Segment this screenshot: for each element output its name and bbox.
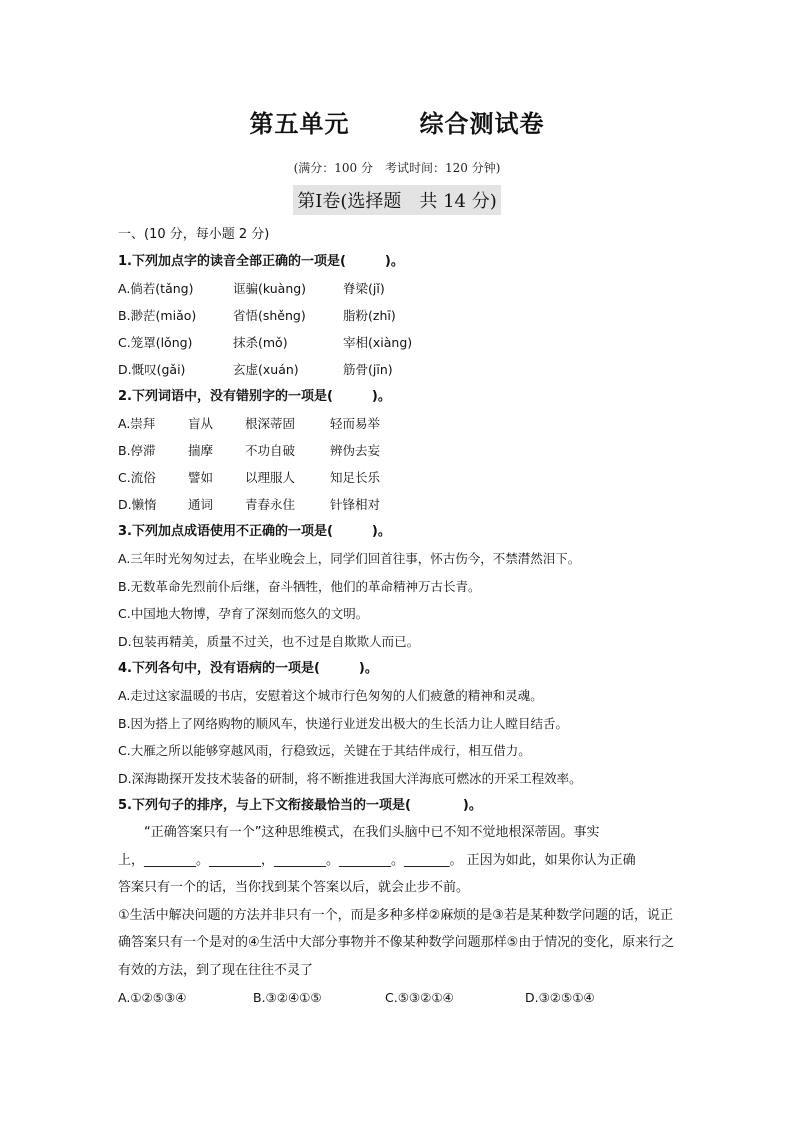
option-cell: 盲从 bbox=[188, 416, 214, 431]
option-cell: 诓骗(kuàng) bbox=[233, 281, 307, 296]
option-cell: A.崇拜 bbox=[118, 416, 156, 431]
question-5-passage-line-3: 答案只有一个的话，当你找到某个答案以后，就会止步不前。 bbox=[118, 880, 470, 895]
option-cell: D.懒惰 bbox=[118, 497, 157, 512]
option-cell: C.笼罩(lǒng) bbox=[118, 335, 193, 350]
option-cell: D.慨叹(gǎi) bbox=[118, 362, 186, 377]
question-3-option-d: D.包装再精美，质量不过关，也不过是自欺欺人而已。 bbox=[118, 633, 420, 649]
question-2-option-a bbox=[118, 410, 678, 437]
exam-meta: (满分：100 分 考试时间：120 分钟) bbox=[293, 161, 501, 175]
question-2-stem: 2.下列词语中，没有错别字的一项是( )。 bbox=[118, 389, 391, 404]
option-cell: 筋骨(jīn) bbox=[343, 362, 393, 377]
question-3-option-b: B.无数革命先烈前仆后继，奋斗牺牲，他们的革命精神万古长青。 bbox=[118, 578, 481, 594]
question-2-option-c bbox=[118, 464, 678, 491]
question-1-option-c bbox=[118, 329, 678, 356]
question-5-stem: 5.下列句子的排序，与上下文衔接最恰当的一项是( )。 bbox=[118, 798, 482, 813]
question-1-stem: 1.下列加点字的读音全部正确的一项是( )。 bbox=[118, 254, 404, 269]
question-5-passage-line-2: 上，________。________，________。________。_______。 正因为如此，如果你认为正确 bbox=[118, 852, 636, 868]
option-cell: C.流俗 bbox=[118, 470, 156, 485]
question-5-passage-line-1: “正确答案只有一个”这种思维模式，在我们头脑中已不知不觉地根深蒂固。事实 bbox=[144, 825, 600, 840]
question-2-option-d bbox=[118, 491, 678, 518]
option-cell: 根深蒂固 bbox=[245, 416, 296, 431]
question-5-option-a: A.①②⑤③④ bbox=[118, 990, 187, 1005]
option-cell: 玄虚(xuán) bbox=[233, 362, 299, 377]
section-label: 第Ⅰ卷(选择题 共 14 分) bbox=[293, 185, 501, 215]
option-cell: B.停滞 bbox=[118, 443, 156, 458]
question-1-option-d bbox=[118, 356, 678, 383]
question-5-answers bbox=[118, 984, 678, 1011]
option-cell: 辨伪去妄 bbox=[330, 443, 381, 458]
question-4-stem: 4.下列各句中，没有语病的一项是( )。 bbox=[118, 661, 378, 676]
option-cell: 轻而易举 bbox=[330, 416, 381, 431]
question-3-stem: 3.下列加点成语使用不正确的一项是( )。 bbox=[118, 524, 391, 539]
part-heading: 一、(10 分，每小题 2 分) bbox=[118, 227, 270, 242]
question-1-option-a bbox=[118, 275, 678, 302]
question-5-sentences: ①生活中解决问题的方法并非只有一个，而是多种多样②麻烦的是③若是某种数学问题的话，说正确答案只有一个是对的④生活中大部分事物并不像某种数学问题那样⑤由于情况的变化，原来行之有效的方法，到了现在往往不灵了 bbox=[118, 907, 675, 978]
option-cell: 脂粉(zhī) bbox=[343, 308, 396, 323]
question-1-option-b bbox=[118, 302, 678, 329]
question-4-option-c: C.大雁之所以能够穿越风雨，行稳致远，关键在于其结伴成行，相互借力。 bbox=[118, 743, 531, 758]
title-test: 综合测试卷 bbox=[419, 110, 545, 138]
option-cell: A.倘若(tǎng) bbox=[118, 281, 194, 296]
option-cell: B.渺茫(miǎo) bbox=[118, 308, 197, 323]
question-4-option-b: B.因为搭上了网络购物的顺风车，快递行业迸发出极大的生长活力让人瞠目结舌。 bbox=[118, 715, 569, 731]
question-5-option-c: C.⑤③②①④ bbox=[385, 990, 454, 1005]
question-3-option-c: C.中国地大物博，孕育了深刻而悠久的文明。 bbox=[118, 606, 369, 621]
option-cell: 针锋相对 bbox=[330, 497, 381, 512]
option-cell: 宰相(xiàng) bbox=[343, 335, 413, 350]
question-4-option-a: A.走过这家温暖的书店，安慰着这个城市行色匆匆的人们疲惫的精神和灵魂。 bbox=[118, 688, 543, 703]
questions bbox=[118, 224, 678, 1011]
page-title bbox=[0, 104, 794, 139]
title-unit: 第五单元 bbox=[249, 110, 350, 138]
option-cell: 知足长乐 bbox=[330, 470, 381, 485]
question-5-option-b: B.③②④①⑤ bbox=[253, 990, 322, 1005]
option-cell: 青春永住 bbox=[245, 497, 296, 512]
question-3-option-a: A.三年时光匆匆过去，在毕业晚会上，同学们回首往事，怀古伤今，不禁潸然泪下。 bbox=[118, 551, 581, 566]
option-cell: 不功自破 bbox=[245, 443, 296, 458]
option-cell: 揣摩 bbox=[188, 443, 214, 458]
option-cell: 譬如 bbox=[188, 470, 214, 485]
question-2-option-b bbox=[118, 437, 678, 464]
section-heading bbox=[0, 185, 794, 215]
question-4-option-d: D.深海勘探开发技术装备的研制，将不断推进我国大洋海底可燃冰的开采工程效率。 bbox=[118, 770, 582, 786]
question-5-option-d: D.③②⑤①④ bbox=[525, 990, 595, 1005]
option-cell: 通词 bbox=[188, 497, 214, 512]
option-cell: 省悟(shěng) bbox=[233, 308, 306, 323]
option-cell: 脊梁(jǐ) bbox=[343, 281, 385, 296]
option-cell: 以理服人 bbox=[245, 470, 296, 485]
option-cell: 抹杀(mǒ) bbox=[233, 335, 288, 350]
